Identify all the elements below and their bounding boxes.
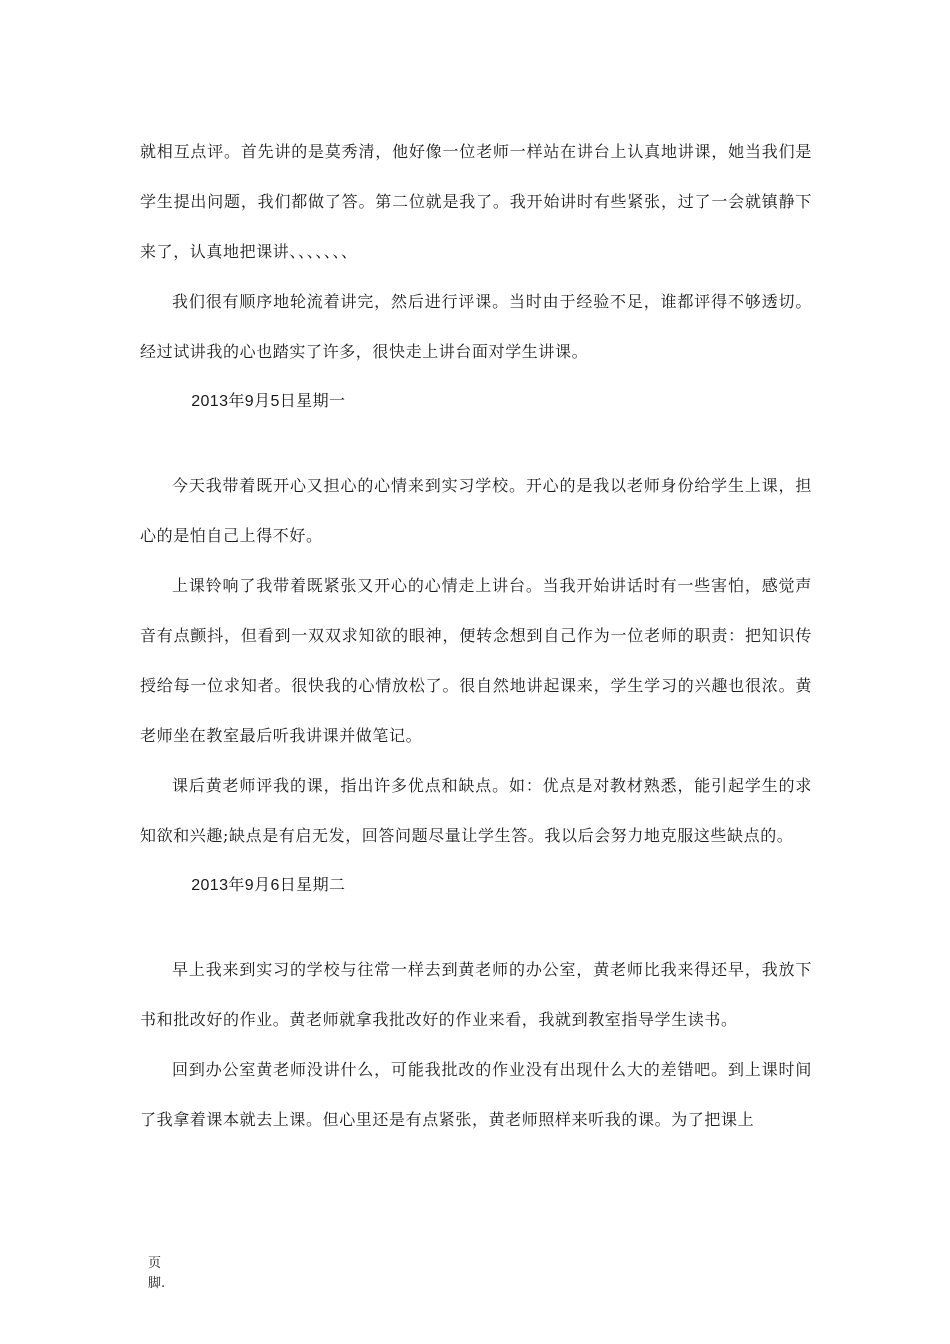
- paragraph: 早上我来到实习的学校与往常一样去到黄老师的办公室，黄老师比我来得还早，我放下书和批改好的作业。黄老师就拿我批改好的作业来看，我就到教室指导学生读书。: [140, 960, 812, 1029]
- document-body: [140, 127, 812, 1145]
- page-footer: [148, 1254, 178, 1294]
- paragraph: 今天我带着既开心又担心的心情来到实习学校。开心的是我以老师身份给学生上课，担心的是怕自己上得不好。: [140, 476, 812, 545]
- paragraph: 我们很有顺序地轮流着讲完，然后进行评课。当时由于经验不足，谁都评得不够透切。经过试讲我的心也踏实了许多，很快走上讲台面对学生讲课。: [140, 292, 812, 361]
- footer-line: 脚.: [148, 1276, 166, 1291]
- spacer: [140, 911, 812, 945]
- footer-line: 页: [148, 1256, 162, 1271]
- paragraph: 回到办公室黄老师没讲什么，可能我批改的作业没有出现什么大的差错吧。到上课时间了我拿着课本就去上课。但心里还是有点紧张，黄老师照样来听我的课。为了把课上: [140, 1060, 812, 1129]
- paragraph: 课后黄老师评我的课，指出许多优点和缺点。如：优点是对教材熟悉，能引起学生的求知欲和兴趣;缺点是有启无发，回答问题尽量让学生答。我以后会努力地克服这些缺点的。: [140, 776, 812, 845]
- paragraph-continued: 就相互点评。首先讲的是莫秀清，他好像一位老师一样站在讲台上认真地讲课，她当我们是学生提出问题，我们都做了答。第二位就是我了。我开始讲时有些紧张，过了一会就镇静下来了，认真地把课讲、、、、、、、: [140, 142, 812, 261]
- paragraph: 上课铃响了我带着既紧张又开心的心情走上讲台。当我开始讲话时有一些害怕，感觉声音有点颤抖，但看到一双双求知欲的眼神，便转念想到自己作为一位老师的职责：把知识传授给每一位求知者。很快我的心情放松了。很自然地讲起课来，学生学习的兴趣也很浓。黄老师坐在教室最后听我讲课并做笔记。: [140, 576, 812, 745]
- diary-date-heading: 2013年9月6日星期二: [191, 877, 346, 894]
- diary-date-heading: 2013年9月5日星期一: [191, 393, 346, 410]
- spacer: [140, 427, 812, 461]
